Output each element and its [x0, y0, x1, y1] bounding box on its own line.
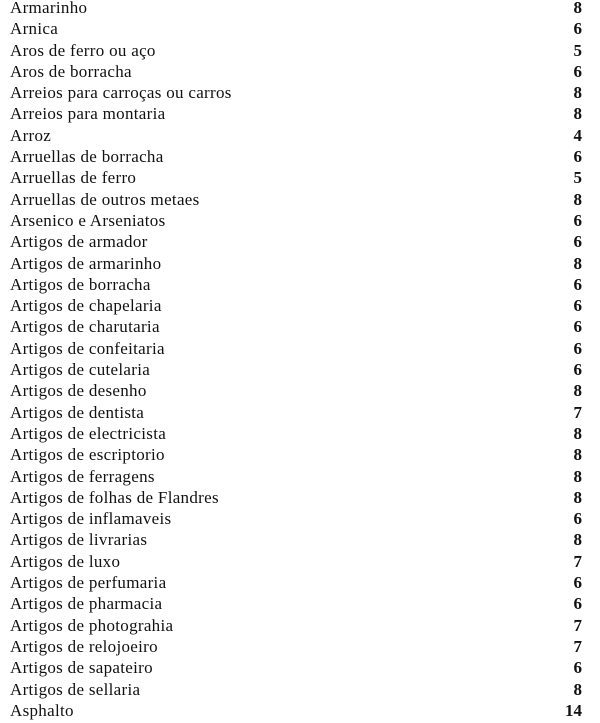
- entry-value: 6: [573, 360, 582, 380]
- entry-value: 7: [573, 402, 582, 422]
- entry-value: 8: [573, 530, 582, 550]
- list-item: [10, 380, 582, 401]
- entry-value: 5: [573, 168, 582, 188]
- entry-name: Artigos de perfumaria: [10, 573, 167, 593]
- entry-name: Arreios para carroças ou carros: [10, 83, 232, 103]
- entry-value: 6: [573, 658, 582, 678]
- entry-value: 14: [565, 700, 582, 720]
- list-item: [10, 551, 582, 572]
- list-item: [10, 40, 582, 61]
- entry-list: [10, 0, 582, 721]
- entry-name: Artigos de confeitaria: [10, 338, 165, 358]
- entry-name: Artigos de chapelaria: [10, 296, 162, 316]
- entry-value: 8: [573, 0, 582, 17]
- list-item: [10, 210, 582, 231]
- list-item: [10, 274, 582, 295]
- entry-name: Artigos de relojoeiro: [10, 636, 158, 656]
- entry-name: Artigos de electricista: [10, 423, 167, 443]
- list-item: [10, 189, 582, 210]
- entry-value: 4: [573, 125, 582, 145]
- entry-name: Arruellas de ferro: [10, 168, 137, 188]
- list-item: [10, 167, 582, 188]
- entry-name: Arsenico e Arseniatos: [10, 210, 166, 230]
- entry-value: 6: [573, 210, 582, 230]
- entry-name: Artigos de luxo: [10, 551, 121, 571]
- entry-name: Artigos de folhas de Flandres: [10, 487, 219, 507]
- list-item: [10, 253, 582, 274]
- entry-value: 8: [573, 445, 582, 465]
- list-item: [10, 636, 582, 657]
- list-item: [10, 82, 582, 103]
- list-item: [10, 615, 582, 636]
- entry-value: 8: [573, 466, 582, 486]
- entry-name: Artigos de cutelaria: [10, 360, 151, 380]
- entry-name: Artigos de armarinho: [10, 253, 162, 273]
- entry-name: Artigos de livrarias: [10, 530, 148, 550]
- entry-value: 7: [573, 615, 582, 635]
- list-item: [10, 444, 582, 465]
- entry-name: Artigos de photograhia: [10, 615, 174, 635]
- entry-name: Artigos de armador: [10, 232, 148, 252]
- list-item: [10, 593, 582, 614]
- list-item: [10, 18, 582, 39]
- entry-value: 8: [573, 253, 582, 273]
- entry-value: 8: [573, 189, 582, 209]
- entry-value: 7: [573, 636, 582, 656]
- entry-value: 6: [573, 573, 582, 593]
- entry-name: Armarinho: [10, 0, 88, 17]
- entry-value: 6: [573, 61, 582, 81]
- entry-name: Artigos de inflamaveis: [10, 509, 172, 529]
- entry-name: Aros de borracha: [10, 61, 132, 81]
- list-item: [10, 231, 582, 252]
- entry-name: Artigos de borracha: [10, 274, 151, 294]
- entry-value: 8: [573, 679, 582, 699]
- entry-name: Artigos de sapateiro: [10, 658, 153, 678]
- entry-value: 6: [573, 509, 582, 529]
- entry-name: Arroz: [10, 125, 52, 145]
- entry-name: Aros de ferro ou aço: [10, 40, 156, 60]
- entry-name: Asphalto: [10, 700, 74, 720]
- entry-value: 6: [573, 19, 582, 39]
- entry-name: Artigos de escriptorio: [10, 445, 165, 465]
- list-item: [10, 125, 582, 146]
- entry-value: 6: [573, 594, 582, 614]
- entry-value: 8: [573, 104, 582, 124]
- entry-name: Arruellas de borracha: [10, 147, 164, 167]
- list-item: [10, 359, 582, 380]
- entry-value: 6: [573, 317, 582, 337]
- list-item: [10, 103, 582, 124]
- entry-name: Artigos de sellaria: [10, 679, 141, 699]
- list-item: [10, 508, 582, 529]
- entry-name: Arnica: [10, 19, 59, 39]
- list-item: [10, 679, 582, 700]
- list-item: [10, 572, 582, 593]
- list-item: [10, 402, 582, 423]
- entry-value: 5: [573, 40, 582, 60]
- entry-value: 6: [573, 274, 582, 294]
- entry-value: 6: [573, 232, 582, 252]
- entry-value: 8: [573, 423, 582, 443]
- list-item: [10, 146, 582, 167]
- list-item: [10, 0, 582, 18]
- list-item: [10, 316, 582, 337]
- entry-name: Artigos de desenho: [10, 381, 147, 401]
- list-item: [10, 338, 582, 359]
- list-item: [10, 423, 582, 444]
- entry-name: Artigos de ferragens: [10, 466, 155, 486]
- entry-value: 6: [573, 147, 582, 167]
- list-item: [10, 487, 582, 508]
- list-item: [10, 61, 582, 82]
- entry-value: 8: [573, 487, 582, 507]
- entry-name: Artigos de dentista: [10, 402, 145, 422]
- list-item: [10, 466, 582, 487]
- entry-value: 7: [573, 551, 582, 571]
- entry-name: Artigos de pharmacia: [10, 594, 163, 614]
- entry-name: Arreios para montaria: [10, 104, 166, 124]
- entry-value: 8: [573, 83, 582, 103]
- list-item: [10, 657, 582, 678]
- list-item: [10, 529, 582, 550]
- list-item: [10, 295, 582, 316]
- list-item: [10, 700, 582, 721]
- entry-value: 8: [573, 381, 582, 401]
- entry-name: Arruellas de outros metaes: [10, 189, 200, 209]
- entry-value: 6: [573, 338, 582, 358]
- entry-name: Artigos de charutaria: [10, 317, 160, 337]
- entry-value: 6: [573, 296, 582, 316]
